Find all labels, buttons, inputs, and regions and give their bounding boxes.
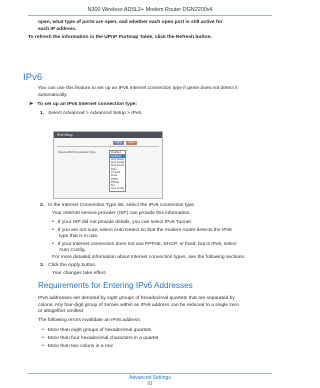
invalid-intro: The following errors invalidate an IPv6 address:	[38, 318, 142, 323]
bullet-1: • If your ISP did not provide details, you can select IPv6 Tunnel.	[52, 219, 192, 225]
screenshot-apply-button: Apply	[113, 141, 124, 145]
screenshot-title: IPv6 Setup	[57, 132, 73, 137]
ipv6-setup-screenshot	[53, 131, 163, 199]
procedure-title: ➤ To set up an IPv6 Internet connection type:	[29, 102, 138, 107]
req-para-1: IPv6 addresses are denoted by eight groups of hexadecimal quartets that are separated by	[38, 296, 235, 301]
requirements-heading: Requirements for Entering IPv6 Addresses	[38, 281, 193, 290]
screenshot-divider	[57, 146, 159, 147]
ipv6-desc-2: automatically.	[38, 92, 68, 98]
screenshot-cancel-button: Cancel	[127, 141, 136, 144]
error-item-2: • More than four hexadecimal characters in a quartet	[42, 335, 159, 341]
step-2: 2. In the Internet Connection Type list, select the IPv6 connection type.	[40, 203, 196, 208]
intro-line-2: each IP address.	[38, 26, 77, 32]
more-info: For more detailed information about Internet connection types, see the following sections.	[52, 255, 246, 260]
option-item: DHCP	[111, 177, 119, 181]
step-3: 3. Click the Apply button.	[40, 263, 97, 268]
bullet-2-cont: type that is in use.	[59, 233, 99, 239]
bullet-icon: •	[52, 241, 54, 247]
bullet-icon: •	[52, 227, 54, 233]
option-item: Auto Config	[111, 187, 125, 191]
connection-type-label: Internet IPv6 Connection Type	[58, 150, 96, 154]
option-item: 6rd	[111, 184, 115, 188]
arrow-right-icon: ➤	[29, 102, 34, 107]
isp-note: Your Internet service provider (ISP) can provide this information.	[52, 211, 191, 216]
ipv6-desc-1: You can use this feature to set up an IPv6 Internet connection type if genie does not detect it	[38, 86, 238, 91]
intro-line-1: open, what type of ports are open, and whether each open port is still active for	[38, 20, 223, 25]
bullet-icon: •	[52, 219, 54, 225]
footer-section: Advanced Settings	[129, 375, 171, 381]
bullet-icon: •	[42, 335, 44, 341]
option-item: Pass Through	[111, 167, 121, 174]
screenshot-title-bar	[54, 132, 162, 138]
option-item: Disabled	[110, 155, 125, 158]
req-para-3: or altogether omitted.	[38, 309, 85, 314]
step-1: 1. Select Advanced > Advanced Setup > IPv6.	[40, 111, 143, 116]
bullet-icon: •	[42, 327, 44, 333]
option-item: PPPoE	[111, 180, 120, 184]
page-number: 91	[147, 381, 153, 387]
refresh-instruction: To refresh the information in the UPnP Portmap Table, click the Refresh button.	[28, 34, 212, 40]
option-item: Fixed	[111, 174, 118, 178]
bullet-3-cont: Auto Config.	[59, 247, 86, 253]
req-para-2: colons. Any four-digit group of zeroes within an IPv6 address can be reduced to a single zero	[38, 302, 239, 308]
connection-type-options	[109, 154, 126, 192]
error-item-3: • More than two colons in a row	[42, 343, 113, 349]
changes-effect: Your changes take effect.	[52, 271, 107, 276]
footer-divider	[28, 373, 272, 374]
option-item: Auto Config	[111, 161, 125, 165]
error-item-1: • More than eight groups of hexadecimal quartets	[42, 327, 152, 333]
bullet-icon: •	[42, 343, 44, 349]
option-item: Auto Detect	[111, 157, 125, 161]
option-item: 6to4 Tunnel	[111, 164, 125, 168]
bullet-3: • If your Internet connection does not use PPPoE, DHCP, or fixed, but is IPv6, select	[52, 241, 237, 247]
select-current-value: Disabled	[111, 150, 121, 154]
bullet-2: • If you are not sure, select Auto Detect so that the modem router detects the IPv6	[52, 227, 232, 233]
ipv6-heading: IPv6	[23, 72, 43, 83]
header-divider	[28, 15, 272, 16]
document-header: N300 Wireless ADSL2+ Modem Router DGN2200v4	[87, 7, 213, 13]
